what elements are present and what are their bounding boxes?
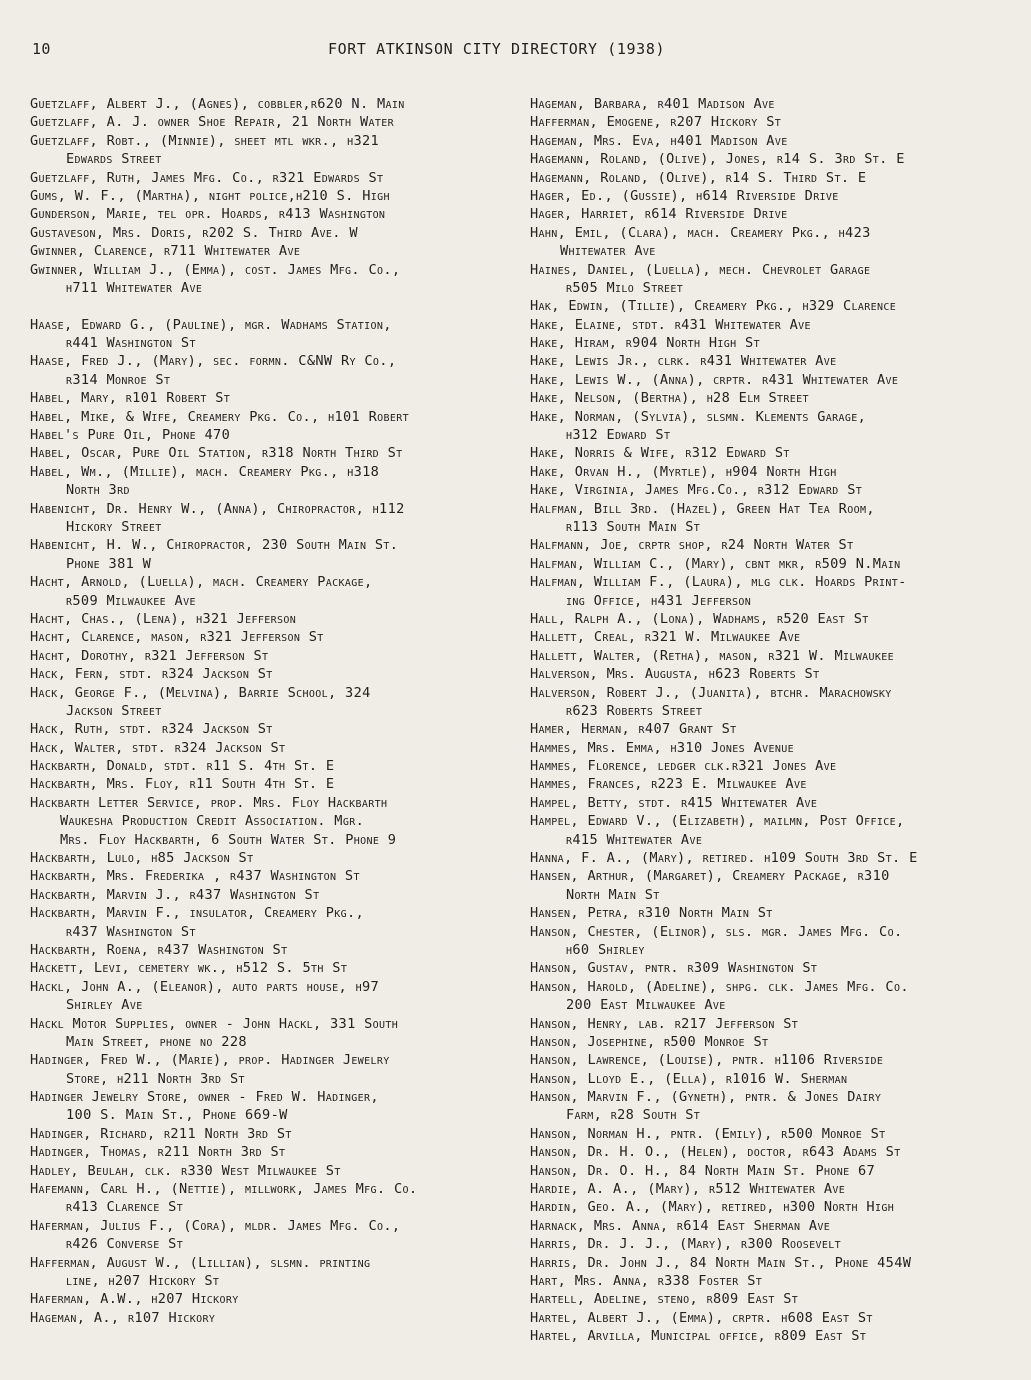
directory-entry-line: Store, h211 North 3rd St: [66, 1070, 245, 1087]
directory-entry-line: Hackbarth, Marvin F., insulator, Creamery Pkg.,: [30, 905, 365, 922]
directory-entry-line: r413 Clarence St: [66, 1199, 184, 1216]
directory-entry-line: Hageman, Barbara, r401 Madison Ave: [530, 96, 775, 112]
directory-entry-line: Hanson, Norman H., pntr. (Emily), r500 Monroe St: [530, 1125, 886, 1142]
directory-entry-line: Hageman, A., r107 Hickory: [30, 1309, 216, 1326]
directory-entry-line: Hartel, Albert J., (Emma), crptr. h608 East St: [530, 1309, 873, 1326]
directory-entry-line: Harris, Dr. J. J., (Mary), r300 Roosevelt: [530, 1236, 841, 1253]
directory-entry-line: Hampel, Edward V., (Elizabeth), mailmn, Post Office,: [530, 813, 905, 830]
directory-entry-line: Halfman, Bill 3rd. (Hazel), Green Hat Tea Room,: [530, 500, 875, 517]
directory-entry-line: Main Street, phone no 228: [66, 1033, 247, 1050]
directory-entry-line: Halfmann, Joe, crptr shop, r24 North Water St: [530, 537, 854, 554]
directory-entry-line: Hanson, Dr. H. O., (Helen), doctor, r643 Adams St: [530, 1144, 901, 1161]
directory-entry-line: Haines, Daniel, (Luella), mech. Chevrolet Garage: [530, 261, 871, 278]
directory-entry-line: Hackbarth, Mrs. Frederika , r437 Washington St: [30, 868, 360, 885]
directory-entry-line: Hacht, Chas., (Lena), h321 Jefferson: [30, 610, 297, 627]
directory-entry-line: Hak, Edwin, (Tillie), Creamery Pkg., h329 Clarence: [530, 298, 897, 315]
directory-entry-line: Hackett, Levi, cemetery wk., h512 S. 5th St: [30, 960, 348, 977]
directory-entry-line: Whitewater Ave: [560, 243, 656, 260]
directory-entry-line: Habel's Pure Oil, Phone 470: [30, 427, 231, 444]
directory-entry-line: Hanson, Gustav, pntr. r309 Washington St: [530, 960, 818, 977]
left-column: [30, 95, 510, 1327]
directory-entry-line: Hammes, Florence, ledger clk.r321 Jones Ave: [530, 758, 837, 775]
directory-entry-line: r426 Converse St: [66, 1236, 184, 1253]
directory-entry-line: Habenicht, Dr. Henry W., (Anna), Chiropractor, h112: [30, 500, 405, 517]
directory-entry-line: Hake, Norman, (Sylvia), slsmn. Klements Garage,: [530, 408, 867, 425]
directory-entry-line: Habel, Wm., (Millie), mach. Creamery Pkg., h318: [30, 463, 380, 480]
directory-entry-line: Hansen, Arthur, (Margaret), Creamery Package, r310: [530, 868, 890, 885]
directory-entry-line: Hamer, Herman, r407 Grant St: [530, 721, 737, 738]
directory-entry-line: Phone 381 W: [66, 555, 152, 572]
directory-entry-line: Hickory Street: [66, 518, 162, 535]
directory-entry-line: Gunderson, Marie, tel opr. Hoards, r413 Washington: [30, 206, 386, 223]
directory-entry-line: Hardie, A. A., (Mary), r512 Whitewater Ave: [530, 1181, 846, 1198]
directory-entry-line: Hanson, Harold, (Adeline), shpg. clk. James Mfg. Co.: [530, 978, 909, 995]
directory-entry-line: Hadinger, Richard, r211 North 3rd St: [30, 1125, 292, 1142]
directory-entry-line: 100 S. Main St., Phone 669-W: [66, 1107, 288, 1124]
directory-entry-line: Hadinger Jewelry Store, owner - Fred W. Hadinger,: [30, 1089, 379, 1106]
directory-entry-line: r314 Monroe St: [66, 371, 171, 388]
directory-entry-line: Hahn, Emil, (Clara), mach. Creamery Pkg., h423: [530, 224, 871, 241]
page-title: FORT ATKINSON CITY DIRECTORY (1938): [328, 40, 666, 58]
directory-entry-line: 200 East Milwaukee Ave: [566, 997, 726, 1014]
directory-entry-line: h60 Shirley: [566, 941, 645, 958]
directory-entry-line: Hartel, Arvilla, Municipal office, r809 East St: [530, 1328, 867, 1345]
directory-entry-line: line, h207 Hickory St: [66, 1273, 220, 1289]
right-column: [530, 95, 1010, 1346]
directory-entry-line: Hadley, Beulah, clk. r330 West Milwaukee St: [30, 1162, 341, 1179]
directory-entry-line: Habel, Mike, & Wife, Creamery Pkg. Co., h101 Robert: [30, 408, 409, 425]
directory-entry-line: Halverson, Robert J., (Juanita), btchr. Marachowsky: [530, 684, 892, 701]
directory-entry-line: Hageman, Mrs. Eva, h401 Madison Ave: [530, 132, 788, 149]
directory-entry-line: r509 Milwaukee Ave: [66, 592, 196, 609]
directory-entry-line: Hake, Hiram, r904 North High St: [530, 335, 760, 352]
directory-entry-line: Hanson, Lloyd E., (Ella), r1016 W. Sherman: [530, 1070, 848, 1087]
directory-entry-line: Guetzlaff, Robt., (Minnie), sheet mtl wkr., h321: [30, 132, 380, 149]
directory-entry-line: Hacht, Dorothy, r321 Jefferson St: [30, 647, 269, 664]
directory-entry-line: Haferman, A.W., h207 Hickory: [30, 1291, 239, 1308]
directory-entry-line: Habel, Mary, r101 Robert St: [30, 390, 231, 407]
directory-entry-line: Guetzlaff, Albert J., (Agnes), cobbler,r620 N. Main: [30, 96, 405, 112]
directory-entry-line: Hadinger, Thomas, r211 North 3rd St: [30, 1144, 286, 1161]
directory-entry-line: Halverson, Mrs. Augusta, h623 Roberts St: [530, 666, 820, 683]
page-number: 10: [32, 40, 51, 58]
directory-entry-line: Hackl, John A., (Eleanor), auto parts house, h97: [30, 978, 380, 995]
directory-entry-line: Hampel, Betty, stdt. r415 Whitewater Ave: [530, 794, 818, 811]
directory-entry-line: Hack, Fern, stdt. r324 Jackson St: [30, 666, 273, 683]
directory-entry-line: Hake, Lewis W., (Anna), crptr. r431 Whitewater Ave: [530, 371, 899, 388]
directory-entry-line: Hanson, Marvin F., (Gyneth), pntr. & Jones Dairy: [530, 1089, 882, 1106]
directory-entry-line: Gums, W. F., (Martha), night police,h210 S. High: [30, 187, 390, 204]
directory-entry-line: Hack, George F., (Melvina), Barrie School, 324: [30, 684, 371, 701]
directory-entry-line: h711 Whitewater Ave: [66, 279, 203, 296]
directory-entry-line: Hake, Elaine, stdt. r431 Whitewater Ave: [530, 316, 811, 333]
directory-entry-line: Edwards Street: [66, 151, 162, 168]
directory-entry-line: Hallett, Creal, r321 W. Milwaukee Ave: [530, 629, 801, 646]
directory-entry-line: Mrs. Floy Hackbarth, 6 South Water St. Phone 9: [60, 831, 397, 848]
directory-entry-line: Harris, Dr. John J., 84 North Main St., Phone 454W: [530, 1254, 912, 1271]
directory-entry-line: Hake, Virginia, James Mfg.Co., r312 Edward St: [530, 482, 863, 499]
directory-entry-line: Hagemann, Roland, (Olive), r14 S. Third St. E: [530, 169, 867, 186]
directory-entry-line: Gwinner, Clarence, r711 Whitewater Ave: [30, 243, 301, 260]
directory-entry-line: Hake, Nelson, (Bertha), h28 Elm Street: [530, 390, 809, 407]
directory-entry-line: h312 Edward St: [566, 427, 671, 444]
directory-entry-line: Hackbarth, Lulo, h85 Jackson St: [30, 850, 254, 867]
directory-entry-line: Hart, Mrs. Anna, r338 Foster St: [530, 1273, 763, 1289]
directory-entry-line: Guetzlaff, Ruth, James Mfg. Co., r321 Edwards St: [30, 169, 384, 186]
directory-entry-line: Hanson, Henry, lab. r217 Jefferson St: [530, 1015, 799, 1032]
directory-entry-line: Hansen, Petra, r310 North Main St: [530, 905, 773, 922]
blank-line: [30, 297, 510, 315]
directory-entry-line: Shirley Ave: [66, 997, 143, 1014]
directory-entry-line: Hadinger, Fred W., (Marie), prop. Hadinger Jewelry: [30, 1052, 390, 1069]
directory-entry-line: Hanson, Josephine, r500 Monroe St: [530, 1033, 769, 1050]
directory-entry-line: Hafferman, Emogene, r207 Hickory St: [530, 114, 782, 131]
directory-entry-line: Habel, Oscar, Pure Oil Station, r318 North Third St: [30, 445, 403, 462]
directory-entry-line: Halfman, William C., (Mary), cbnt mkr, r509 N.Main: [530, 555, 901, 572]
directory-entry-line: r441 Washington St: [66, 335, 196, 352]
directory-entry-line: Halfman, William F., (Laura), mlg clk. Hoards Print-: [530, 574, 907, 591]
directory-entry-line: Harnack, Mrs. Anna, r614 East Sherman Ave: [530, 1217, 831, 1234]
directory-entry-line: Hacht, Clarence, mason, r321 Jefferson St: [30, 629, 324, 646]
directory-entry-line: Hackbarth, Marvin J., r437 Washington St: [30, 886, 320, 903]
directory-entry-line: Hager, Harriet, r614 Riverside Drive: [530, 206, 788, 223]
directory-entry-line: North 3rd: [66, 482, 130, 499]
directory-entry-line: Farm, r28 South St: [566, 1107, 701, 1124]
directory-entry-line: Hanson, Lawrence, (Louise), pntr. h1106 Riverside: [530, 1052, 884, 1069]
directory-entry-line: Hagemann, Roland, (Olive), Jones, r14 S. 3rd St. E: [530, 151, 905, 168]
directory-entry-line: ing Office, h431 Jefferson: [566, 592, 752, 609]
directory-entry-line: Haase, Edward G., (Pauline), mgr. Wadhams Station,: [30, 316, 392, 333]
directory-entry-line: Hacht, Arnold, (Luella), mach. Creamery Package,: [30, 574, 373, 591]
directory-entry-line: Gwinner, William J., (Emma), cost. James Mfg. Co.,: [30, 261, 401, 278]
directory-entry-line: Hanson, Chester, (Elinor), sls. mgr. James Mfg. Co.: [530, 923, 903, 940]
directory-entry-line: Hackbarth, Roena, r437 Washington St: [30, 941, 288, 958]
directory-entry-line: Hackbarth, Donald, stdt. r11 S. 4th St. E: [30, 758, 335, 775]
directory-entry-line: Hallett, Walter, (Retha), mason, r321 W. Milwaukee: [530, 647, 894, 664]
directory-entry-line: Waukesha Production Credit Association. Mgr.: [60, 813, 365, 830]
directory-entry-line: Haase, Fred J., (Mary), sec. formn. C&NW Ry Co.,: [30, 353, 397, 370]
directory-entry-line: Hanson, Dr. O. H., 84 North Main St. Phone 67: [530, 1162, 876, 1179]
directory-entry-line: Hall, Ralph A., (Lona), Wadhams, r520 East St: [530, 610, 869, 627]
directory-entry-line: r437 Washington St: [66, 923, 196, 940]
directory-entry-line: Hake, Orvan H., (Myrtle), h904 North High: [530, 463, 837, 480]
directory-entry-line: Hartell, Adeline, steno, r809 East St: [530, 1291, 799, 1308]
directory-entry-line: Habenicht, H. W., Chiropractor, 230 South Main St.: [30, 537, 399, 554]
directory-entry-line: Jackson Street: [66, 702, 162, 719]
directory-entry-line: Guetzlaff, A. J. owner Shoe Repair, 21 North Water: [30, 114, 394, 131]
directory-entry-line: Hanna, F. A., (Mary), retired. h109 South 3rd St. E: [530, 850, 918, 867]
directory-entry-line: r415 Whitewater Ave: [566, 831, 703, 848]
directory-entry-line: North Main St: [566, 886, 660, 903]
directory-entry-line: r505 Milo Street: [566, 279, 684, 296]
directory-entry-line: Hardin, Geo. A., (Mary), retired, h300 North High: [530, 1199, 895, 1216]
directory-entry-line: Hafemann, Carl H., (Nettie), millwork, James Mfg. Co.: [30, 1181, 418, 1198]
directory-entry-line: Hake, Lewis Jr., clrk. r431 Whitewater Ave: [530, 353, 837, 370]
directory-entry-line: Haferman, Julius F., (Cora), mldr. James Mfg. Co.,: [30, 1217, 401, 1234]
directory-entry-line: Hackbarth, Mrs. Floy, r11 South 4th St. E: [30, 776, 335, 793]
directory-entry-line: Hack, Ruth, stdt. r324 Jackson St: [30, 721, 273, 738]
directory-entry-line: Hammes, Mrs. Emma, h310 Jones Avenue: [530, 739, 794, 756]
directory-entry-line: Gustaveson, Mrs. Doris, r202 S. Third Ave. W: [30, 224, 358, 241]
directory-entry-line: Hammes, Frances, r223 E. Milwaukee Ave: [530, 776, 807, 793]
directory-entry-line: Hackl Motor Supplies, owner - John Hackl, 331 South: [30, 1015, 399, 1032]
directory-entry-line: Hack, Walter, stdt. r324 Jackson St: [30, 739, 286, 756]
directory-entry-line: Hager, Ed., (Gussie), h614 Riverside Drive: [530, 187, 839, 204]
directory-entry-line: r113 South Main St: [566, 518, 701, 535]
directory-entry-line: Hafferman, August W., (Lillian), slsmn. printing: [30, 1254, 371, 1271]
directory-entry-line: r623 Roberts Street: [566, 702, 703, 719]
directory-entry-line: Hake, Norris & Wife, r312 Edward St: [530, 445, 790, 462]
directory-entry-line: Hackbarth Letter Service, prop. Mrs. Floy Hackbarth: [30, 794, 388, 811]
